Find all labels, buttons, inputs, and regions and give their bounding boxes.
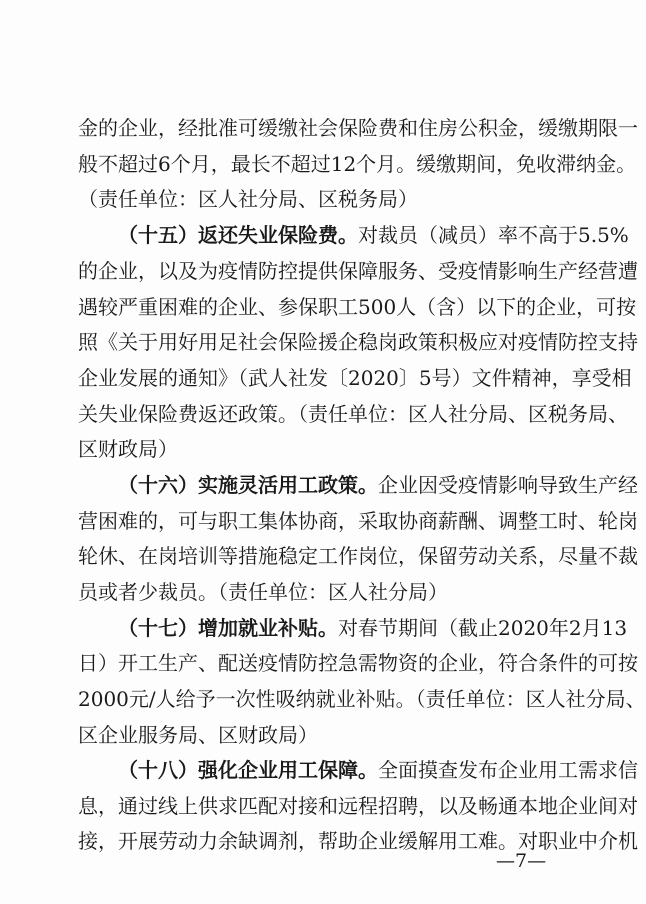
text-line: 轮休、在岗培训等措施稳定工作岗位，保留劳动关系，尽量不裁: [78, 544, 638, 568]
text-line: 日）开工生产、配送疫情防控急需物资的企业，符合条件的可按: [78, 651, 638, 675]
text-line: 照《关于用好用足社会保险援企稳岗政策积极应对疫情防控支持: [78, 330, 638, 354]
text-line: 员或者少裁员。（责任单位：区人社分局）: [78, 580, 448, 604]
text-line: 营困难的，可与职工集体协商，采取协商薪酬、调整工时、轮岗: [78, 509, 638, 533]
text-line: 企业发展的通知》（武人社发〔2020〕5号）文件精神，享受相: [78, 366, 632, 390]
text-line: 的企业，以及为疫情防控提供保障服务、受疫情影响生产经营遭: [78, 259, 638, 283]
section-heading-15: （十五）返还失业保险费。: [118, 223, 358, 247]
paragraph-18-first-line: [118, 753, 638, 787]
text-run: 全面摸查发布企业用工需求信: [378, 758, 638, 782]
section-heading-17: （十七）增加就业补贴。: [118, 616, 338, 640]
text-line: （责任单位：区人社分局、区税务局）: [78, 187, 418, 211]
text-run: 企业因受疫情影响导致生产经: [378, 473, 638, 497]
text-line: 金的企业，经批准可缓缴社会保险费和住房公积金，缓缴期限一: [78, 116, 638, 140]
page-number: —7—: [496, 850, 547, 872]
paragraph-16-first-line: [118, 468, 638, 502]
text-line: 区财政局）: [78, 437, 178, 461]
text-line: 息，通过线上供求匹配对接和远程招聘，以及畅通本地企业间对: [78, 794, 638, 818]
text-line: 接，开展劳动力余缺调剂，帮助企业缓解用工难。对职业中介机: [78, 829, 638, 853]
text-line: 遇较严重困难的企业、参保职工500人（含）以下的企业，可按: [78, 295, 637, 319]
paragraph-15-first-line: [118, 218, 629, 252]
paragraph-17-first-line: [118, 611, 628, 645]
text-line: 区企业服务局、区财政局）: [78, 723, 318, 747]
section-heading-18: （十八）强化企业用工保障。: [118, 758, 378, 782]
text-line: 2000元/人给予一次性吸纳就业补贴。（责任单位：区人社分局、: [78, 687, 646, 711]
section-heading-16: （十六）实施灵活用工政策。: [118, 473, 378, 497]
text-line: 般不超过6个月，最长不超过12个月。缓缴期间，免收滞纳金。: [78, 152, 637, 176]
text-run: 对裁员（减员）率不高于5.5%: [358, 223, 629, 247]
text-line: 关失业保险费返还政策。（责任单位：区人社分局、区税务局、: [78, 402, 628, 426]
text-run: 对春节期间（截止2020年2月13: [338, 616, 628, 640]
